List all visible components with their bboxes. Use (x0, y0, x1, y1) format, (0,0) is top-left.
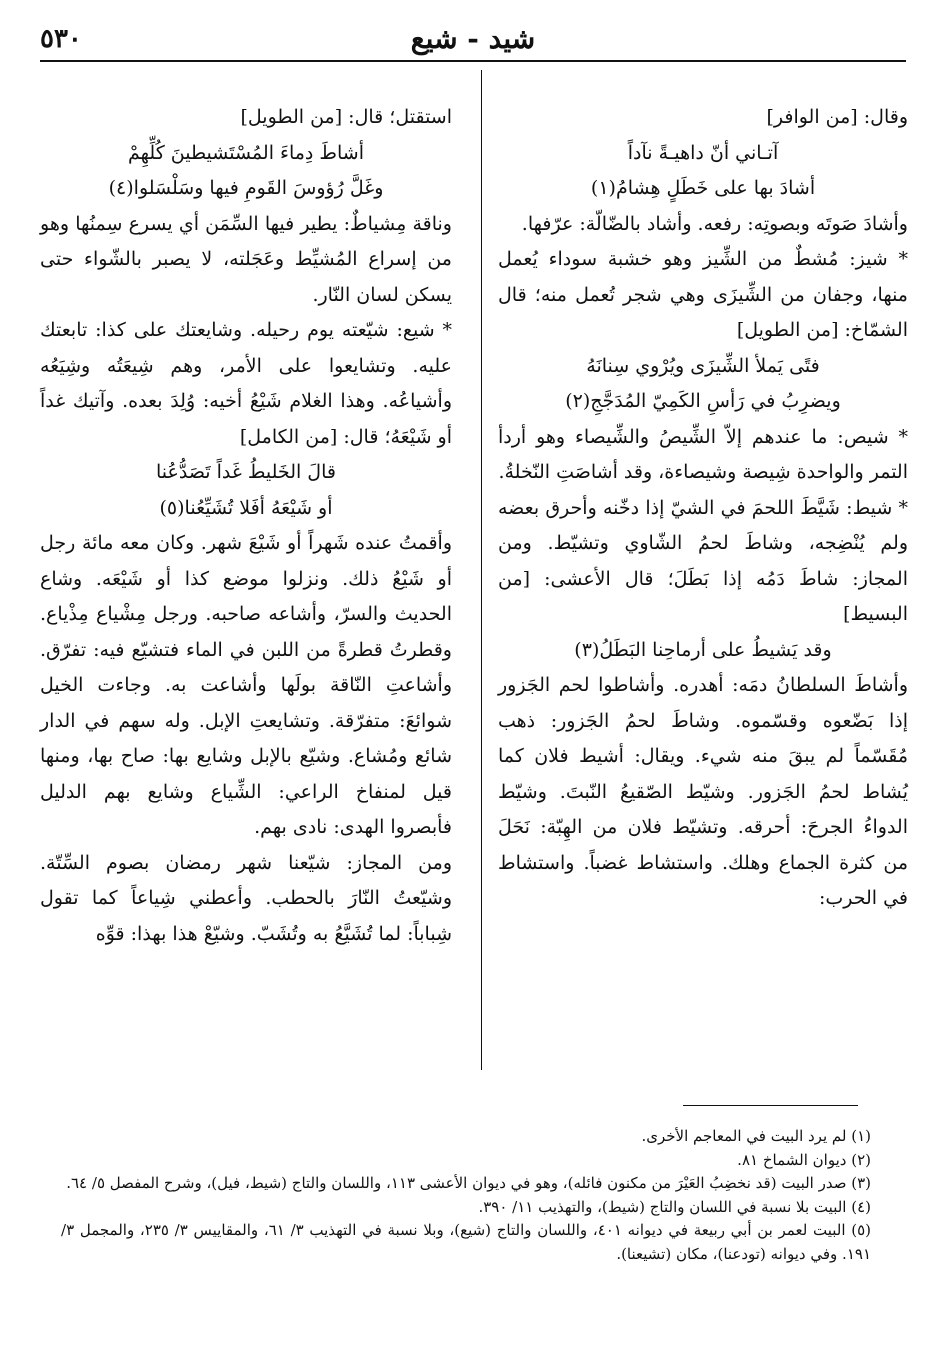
footnotes (61, 1125, 871, 1266)
entry-paragraph: * شيط: شَيَّطَ اللحمَ في الشيّ إذا دخّنه وأحرق بعضه ولم يُنْضِجه، وشاطَ لحمُ الشّاوي وتشيّط. ومن المجاز: شاطَ دَمُه إذا بَطَلَ؛ قال الأعشى: [من البسيط] (498, 496, 908, 625)
running-head: شيد - شيع (410, 22, 536, 55)
right-column (498, 100, 908, 917)
verse-line: أشاطَ دِماءَ المُسْتَشيطينَ كُلِّهِمْ (128, 141, 364, 164)
page-number: ٥٣٠ (40, 24, 82, 54)
verse-line: وغَلَّ رُؤوسَ القَومِ فيها وسَلْسَلوا(٤) (108, 177, 384, 199)
header-rule (40, 60, 906, 62)
entry-paragraph: وأشادَ صَوتَه وبصوتِه: رفعه. وأشاد بالضّالّة: عرّفها. (521, 212, 908, 235)
verse-line: آتـاني أنّ داهيـةً نآداً (627, 141, 779, 164)
verse-line: قالَ الخَليطُ غَداً تَصَدُّعُنا (156, 461, 336, 483)
entry-paragraph: وقال: [من الوافر] (766, 106, 908, 128)
page-header (40, 18, 906, 58)
verse-line: فتًى يَملأ الشِّيزَى ويُرْوي سِنانَهُ (586, 354, 820, 377)
footnote: (٤) البيت بلا نسبة في اللسان والتاج (شيط)، والتهذيب ١١/ ٣٩٠. (478, 1197, 871, 1216)
entry-paragraph: وناقة مِشياطٌ: يطير فيها السِّمَن أي يسرع سِمنُها وهو من إسراع المُشيِّط وعَجَلته، لا يصبر بالشّواء حتى يسكن لسان النّار. (40, 212, 452, 306)
footnote: (٢) ديوان الشماخ ٨١. (737, 1150, 871, 1169)
verse-line: أو شَيْعَهُ أفَلا تُشَيِّعُنا(٥) (159, 496, 333, 519)
entry-paragraph: ومن المجاز: شيّعنا شهر رمضان بصوم السِّتّة. وشيّعتُ النّارَ بالحطب. وأعطني شِياعاً كما تقول شِباباً: لما تُشَيَّعُ به وتُشَبّ. وشيّعْ هذا بهذا: قوِّه (40, 851, 452, 945)
footnote: (١) لم يرد البيت في المعاجم الأخرى. (641, 1127, 871, 1145)
entry-paragraph: * شيع: شيّعته يوم رحيله. وشايعتك على كذا: تابعتك عليه. وتشايعوا على الأمر، وهم شِيعَتُه وشِيَعُه وأشياعُه. وهذا الغلام شَيْعُ أخيه: وُلِدَ بعده. وآتيك غداً أو شَيْعَهُ؛ قال: [من الكامل] (40, 319, 452, 448)
left-column (40, 100, 452, 952)
verse-line: ويضرِبُ في رَأسِ الكَمِيّ المُدَجَّجِ(٢) (565, 390, 841, 412)
column-divider (481, 70, 482, 1070)
footnote: (٣) صدر البيت (قد نخضِبُ العَيْرَ من مكنون فائله)، وهو في ديوان الأعشى ١١٣، واللسان والتاج (شيط، فيل)، وشرح المفصل ٥/ ٦٤. (66, 1174, 871, 1192)
verse-line: وقد يَشيطُ على أرماحِنا البَطَلُ(٣) (574, 638, 832, 661)
verse-line: أشادَ بها على خَطَلٍ هِشامُ(١) (590, 177, 816, 199)
entry-paragraph: * شيص: ما عندهم إلاّ الشِّيصُ والشِّيصاء وهو أردأ التمر والواحدة شِيصة وشيصاءة، وقد أشاصَتِ النّخلةُ. (498, 425, 908, 483)
footnote-rule (683, 1105, 858, 1106)
footnote: (٥) البيت لعمر بن أبي ربيعة في ديوانه ٤٠١، واللسان والتاج (شيع)، وبلا نسبة في التهذيب ٣/ ٦١، والمقاييس ٣/ ٢٣٥، والمجمل ٣/ ١٩١. وفي ديوانه (تودعنا)، مكان (تشيعنا). (61, 1221, 872, 1263)
entry-paragraph: * شيز: مُشطٌ من الشِّيز وهو خشبة سوداء يُعمل منها، وجفان من الشِّيزَى وهي شجر تُعمل منه؛ قال الشمّاخ: [من الطويل] (498, 248, 908, 341)
entry-paragraph: وأشاطَ السلطانُ دمَه: أهدره. وأشاطوا لحم الجَزور إذا بَضّعوه وقسّموه. وشاطَ لحمُ الجَزور: ذهب مُقَسّماً لم يبقَ منه شيء. ويقال: أشيط فلان كما يُشاط لحمُ الجَزور. وشيّط الصّقيعُ النّبتَ. وشيّط الدواءُ الجرحَ: أحرقه. وتشيّط فلان من الهِبّة: نَحَلَ من كثرة الجماع وهلك. واستشاط غضباً. واستشاط في الحرب: (498, 674, 908, 909)
entry-paragraph: وأقمتُ عنده شَهراً أو شَيْعَ شهر. وكان معه مائة رجل أو شَيْعُ ذلك. ونزلوا موضع كذا أو شَيْعَه. وشاع الحديث والسرّ، وأشاعه صاحبه. ورجل مِشْياع مِذْياع. وقطرتُ قطرةً من اللبن في الماء فتشيّع فيه: تفرّق. وأشاعتِ النّاقة بولَها وأشاعت به. وجاءت الخيل شوائعَ: متفرّقة. وتشايعتِ الإبل. وله سهم في الدار شائع ومُشاع. وشيّع بالإبل وشايع بها: صاح بها، ومنها قيل لمنفاخ الراعي: الشِّياع وشايع بهم الدليل فأبصروا الهدى: نادى بهم. (40, 532, 452, 838)
entry-paragraph: استقتل؛ قال: [من الطويل] (240, 106, 452, 128)
